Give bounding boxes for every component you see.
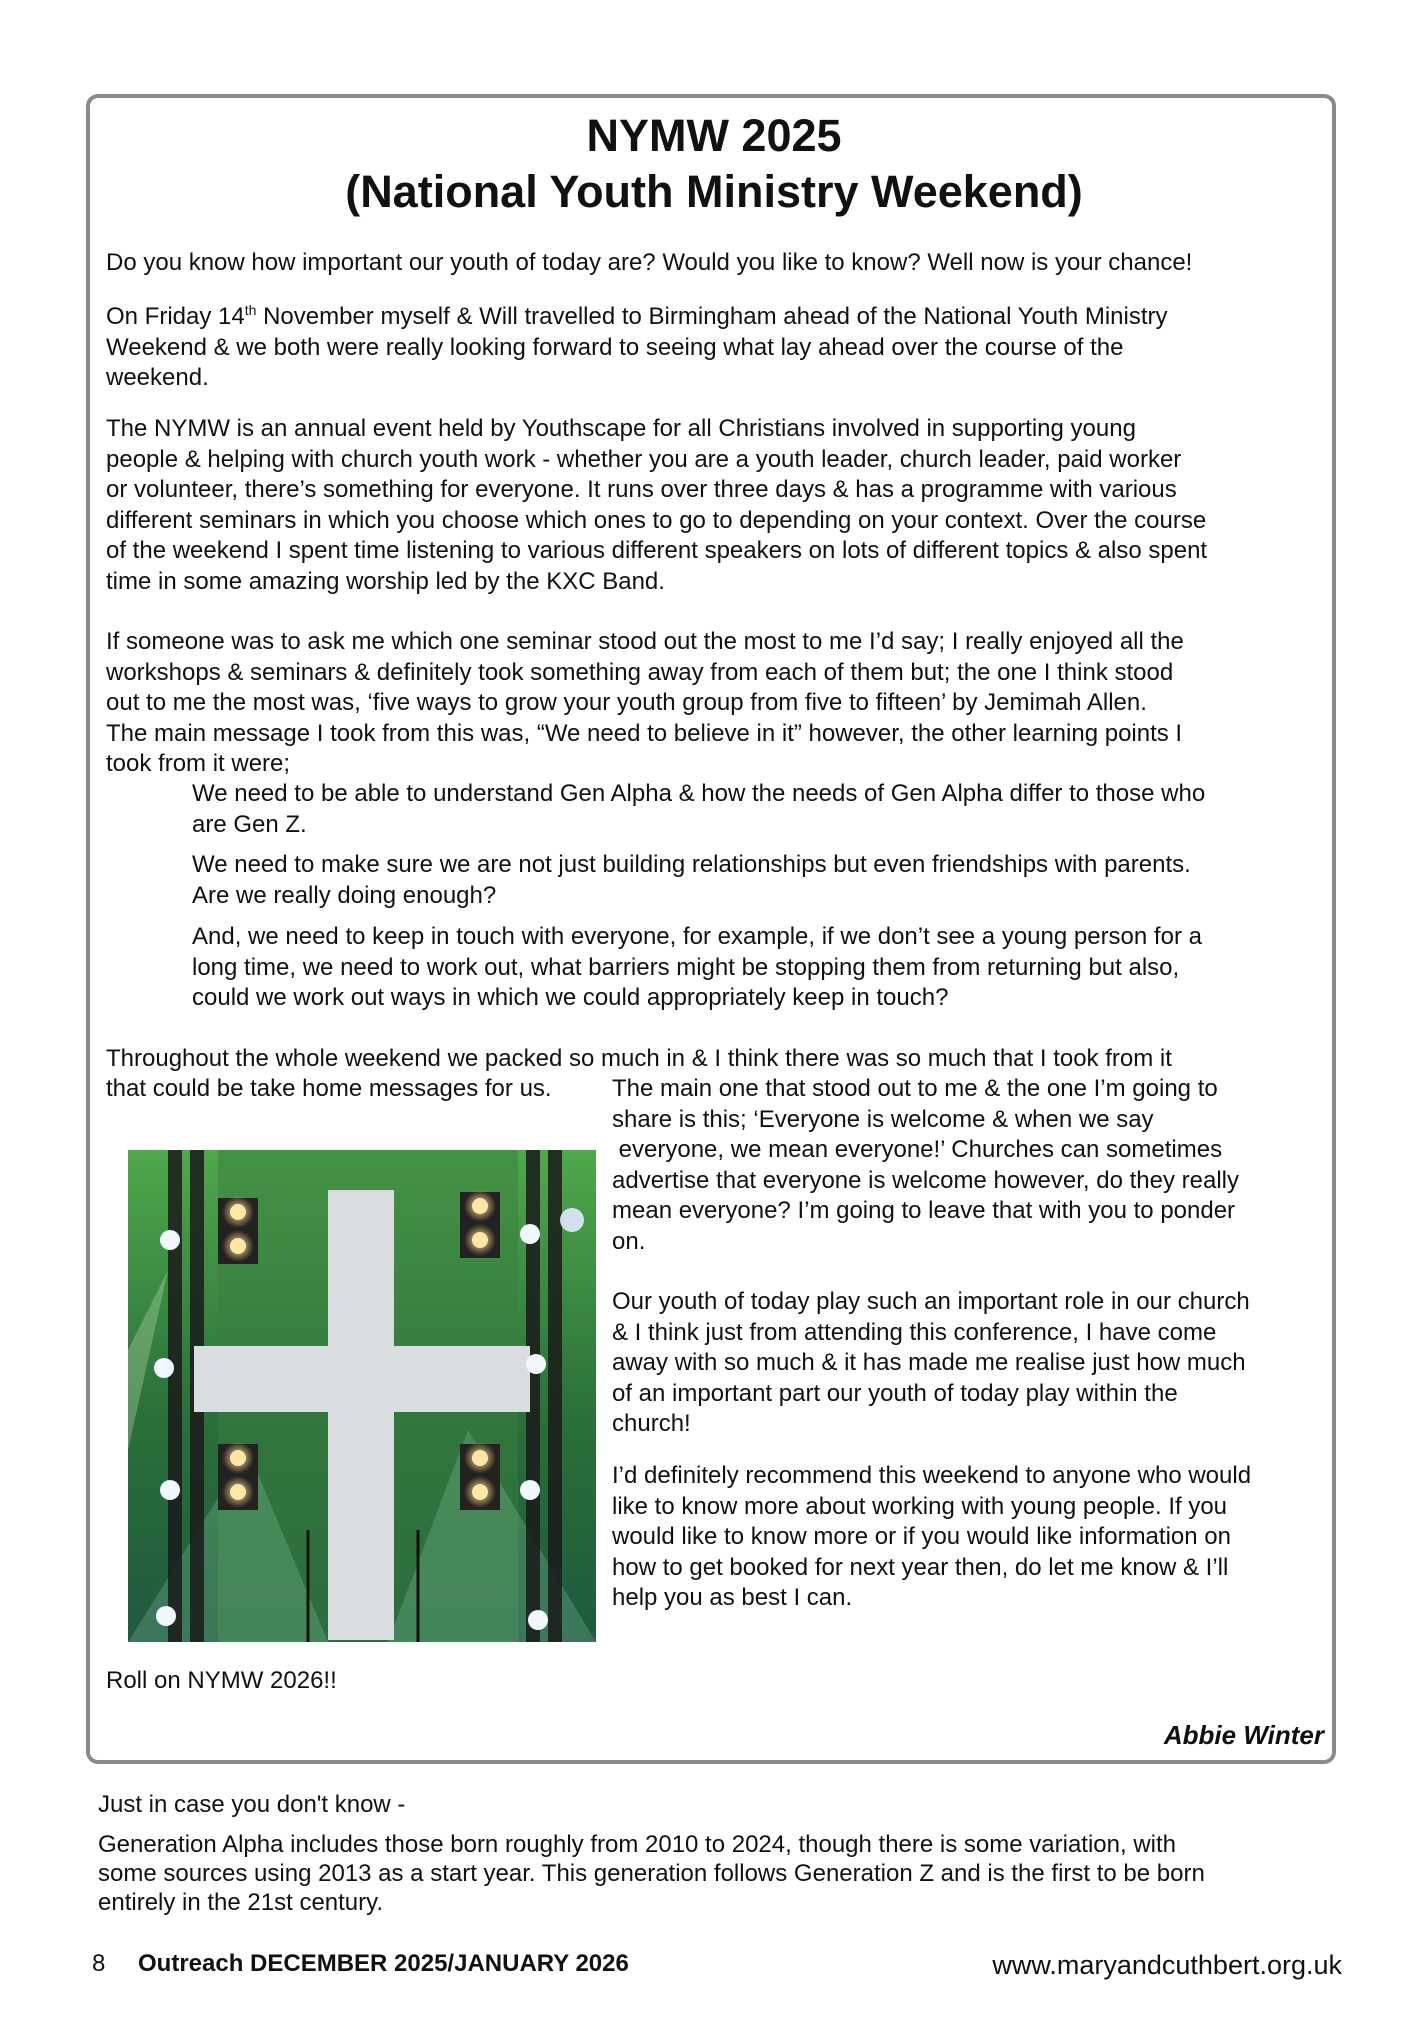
point-line: are Gen Z. <box>192 810 307 838</box>
p6-line: Our youth of today play such an important role in our church <box>612 1288 1250 1315</box>
p6-line: away with so much & it has made me realise just how much <box>612 1349 1246 1376</box>
point-line: We need to make sure we are not just building relationships but even friendships with parents. <box>192 851 1191 878</box>
paragraph-5-right <box>612 1074 1328 1257</box>
p4-line: took from it were; <box>106 750 291 777</box>
stage-cross-icon <box>128 1150 596 1642</box>
p6-line: & I think just from attending this conference, I have come <box>612 1318 1217 1346</box>
p6-line: of an important part our youth of today play within the <box>612 1379 1178 1407</box>
p2-line-2: Weekend & we both were really looking forward to seeing what lay ahead over the course of the <box>106 333 1124 361</box>
page-number: 8 <box>92 1950 106 1977</box>
p7-line: I’d definitely recommend this weekend to anyone who would <box>612 1462 1252 1489</box>
intro-paragraph: Do you know how important our youth of today are? Would you like to know? Well now is your chance! <box>106 249 1193 276</box>
article-subtitle: (National Youth Ministry Weekend) <box>345 166 1083 217</box>
point-line: And, we need to keep in touch with everyone, for example, if we don’t see a young person for a <box>192 923 1202 950</box>
p5-line: The main one that stood out to me & the one I’m going to <box>612 1075 1218 1102</box>
note-lead: Just in case you don't know - <box>98 1791 406 1818</box>
p7-line: how to get booked for next year then, do let me know & I’ll <box>612 1553 1229 1581</box>
article-title: NYMW 2025 <box>586 110 842 161</box>
paragraph-5-line-1: Throughout the whole weekend we packed so much in & I think there was so much that I took from it <box>106 1045 1172 1072</box>
p3-line: different seminars in which you choose which ones to go to depending on your context. Over the course <box>106 506 1207 534</box>
note-line: Generation Alpha includes those born roughly from 2010 to 2024, though there is some variation, with <box>98 1831 1176 1858</box>
learning-point-1 <box>192 779 1328 840</box>
cross-stage-photo <box>128 1150 596 1642</box>
p7-line: like to know more about working with young people. If you <box>612 1492 1228 1520</box>
paragraph-5-line-2: that could be take home messages for us. <box>106 1075 552 1102</box>
p6-line: church! <box>612 1410 691 1437</box>
p3-line: time in some amazing worship led by the KXC Band. <box>106 567 665 595</box>
author-signature: Abbie Winter <box>1163 1720 1324 1750</box>
p3-line: The NYMW is an annual event held by Youthscape for all Christians involved in supporting young <box>106 415 1136 442</box>
p4-line: If someone was to ask me which one seminar stood out the most to me I’d say; I really enjoyed all the <box>106 628 1184 655</box>
paragraph-7 <box>612 1461 1328 1614</box>
website-link[interactable]: www.maryandcuthbert.org.uk <box>992 1950 1342 1980</box>
p2-line-3: weekend. <box>106 364 209 391</box>
p7-line: would like to know more or if you would like information on <box>612 1523 1231 1550</box>
p4-line: out to me the most was, ‘five ways to grow your youth group from five to fifteen’ by Jemimah Allen. <box>106 689 1147 716</box>
learning-point-3 <box>192 922 1328 1014</box>
p7-line: help you as best I can. <box>612 1584 853 1611</box>
paragraph-3 <box>106 414 1328 597</box>
p3-line: people & helping with church youth work - whether you are a youth leader, church leader, paid worker <box>106 445 1182 473</box>
point-line: Are we really doing enough? <box>192 881 497 909</box>
note-body <box>98 1830 1348 1917</box>
p4-line: workshops & seminars & definitely took something away from each of them but; the one I think stood <box>106 658 1174 686</box>
closing-line: Roll on NYMW 2026!! <box>106 1667 337 1694</box>
learning-point-2 <box>192 850 1328 911</box>
paragraph-4 <box>106 627 1328 780</box>
note-line: entirely in the 21st century. <box>98 1889 384 1916</box>
p4-line: The main message I took from this was, “We need to believe in it” however, the other learning points I <box>106 719 1183 747</box>
point-line: could we work out ways in which we could appropriately keep in touch? <box>192 984 949 1011</box>
p3-line: of the weekend I spent time listening to various different speakers on lots of different topics & also spent <box>106 537 1208 564</box>
p5-line: everyone, we mean everyone!’ Churches can sometimes <box>612 1136 1223 1163</box>
point-line: long time, we need to work out, what barriers might be stopping them from returning but also, <box>192 953 1180 981</box>
magazine-issue: Outreach DECEMBER 2025/JANUARY 2026 <box>138 1950 629 1977</box>
note-line: some sources using 2013 as a start year. This generation follows Generation Z and is the first to be born <box>98 1860 1205 1887</box>
point-line: We need to be able to understand Gen Alpha & how the needs of Gen Alpha differ to those who <box>192 780 1206 807</box>
p3-line: or volunteer, there’s something for everyone. It runs over three days & has a programme with various <box>106 476 1177 503</box>
paragraph-2 <box>106 302 1328 394</box>
p5-line: advertise that everyone is welcome however, do they really <box>612 1166 1239 1194</box>
p2-superscript: th <box>244 302 257 318</box>
p2-text-rest: November myself & Will travelled to Birmingham ahead of the National Youth Ministry <box>256 303 1168 330</box>
p5-line: mean everyone? I’m going to leave that with you to ponder <box>612 1197 1236 1224</box>
p5-line: share is this; ‘Everyone is welcome & when we say <box>612 1105 1154 1133</box>
paragraph-6 <box>612 1287 1328 1440</box>
p2-text-start: On Friday 14 <box>106 303 245 330</box>
p5-line: on. <box>612 1227 646 1255</box>
